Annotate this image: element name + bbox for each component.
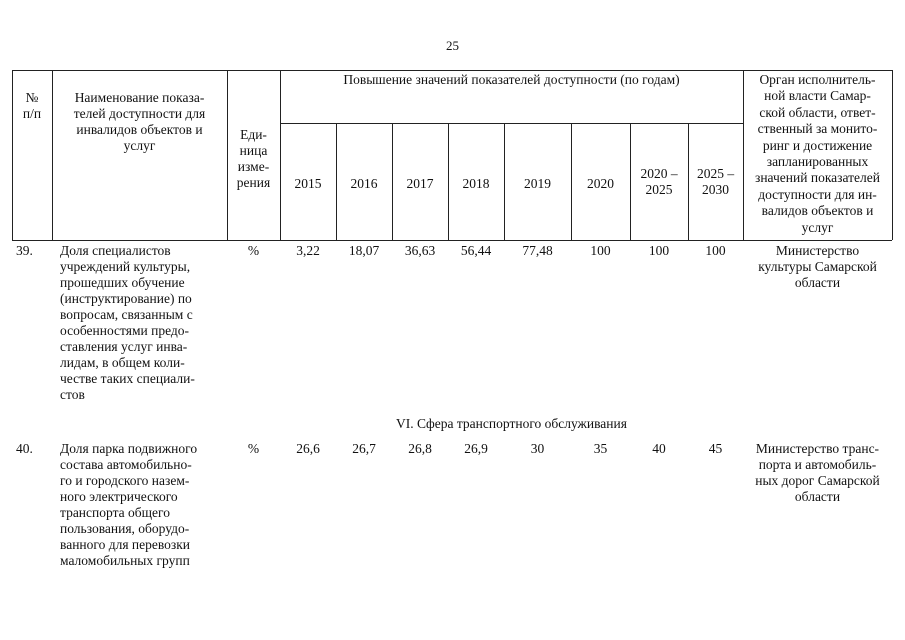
header-increase-title: Повышение значений показателей доступности (по годам) <box>343 72 680 87</box>
row-value: 18,07 <box>348 243 380 258</box>
row-value: 45 <box>708 441 723 456</box>
row-authority: Министерство транс- порта и автомобиль- ных дорог Самарской области <box>755 441 880 504</box>
row-unit: % <box>247 243 260 258</box>
header-year-range: 2025 – 2030 <box>696 166 735 197</box>
row-value: 40 <box>652 441 666 456</box>
header-year: 2016 <box>350 176 378 191</box>
row-unit: % <box>247 441 260 456</box>
header-year: 2020 <box>587 176 614 191</box>
row-value: 100 <box>648 243 670 258</box>
row-name: Доля специалистов учреждений культуры, прошедших обучение (инструктирование) по вопросам, связанным с особенностями предо- ставления услуг инва- лидам, в общем коли- честве таких специали- стов <box>60 243 195 402</box>
row-value: 100 <box>705 243 726 258</box>
row-authority: Министерство культуры Самарской области <box>758 243 877 290</box>
header-year: 2018 <box>462 176 490 191</box>
row-value: 26,6 <box>296 441 320 456</box>
section-title: VI. Сфера транспортного обслуживания <box>396 416 627 431</box>
header-year: 2015 <box>294 176 322 191</box>
row-value: 26,9 <box>464 441 488 456</box>
row-value: 36,63 <box>404 243 436 258</box>
header-unit: Еди- ница изме- рения <box>236 127 271 190</box>
row-value: 35 <box>593 441 608 456</box>
row-number: 40. <box>16 441 33 456</box>
header-year: 2017 <box>406 176 434 191</box>
row-value: 3,22 <box>296 243 320 258</box>
page-number: 25 <box>446 38 459 53</box>
header-year: 2019 <box>524 176 551 191</box>
header-name: Наименование показа- телей доступности для инвалидов объектов и услуг <box>73 90 206 153</box>
row-value: 100 <box>590 243 611 258</box>
row-value: 26,8 <box>408 441 432 456</box>
row-number: 39. <box>16 243 33 258</box>
header-year-range: 2020 – 2025 <box>640 166 678 197</box>
row-value: 56,44 <box>460 243 492 258</box>
row-value: 26,7 <box>352 441 376 456</box>
row-name: Доля парка подвижного состава автомобильно- го и городского назем- ного электрического транспорта общего пользования, оборудо- ванного для перевозки маломобильных групп <box>60 441 198 568</box>
row-value: 77,48 <box>522 243 553 258</box>
header-num: № п/п <box>22 90 42 121</box>
row-value: 30 <box>530 441 545 456</box>
header-authority: Орган исполнитель- ной власти Самар- ской области, ответ- ственный за монито- ринг и достижение запланированных значений показателей доступности для ин- валидов объектов и услуг <box>755 72 880 235</box>
